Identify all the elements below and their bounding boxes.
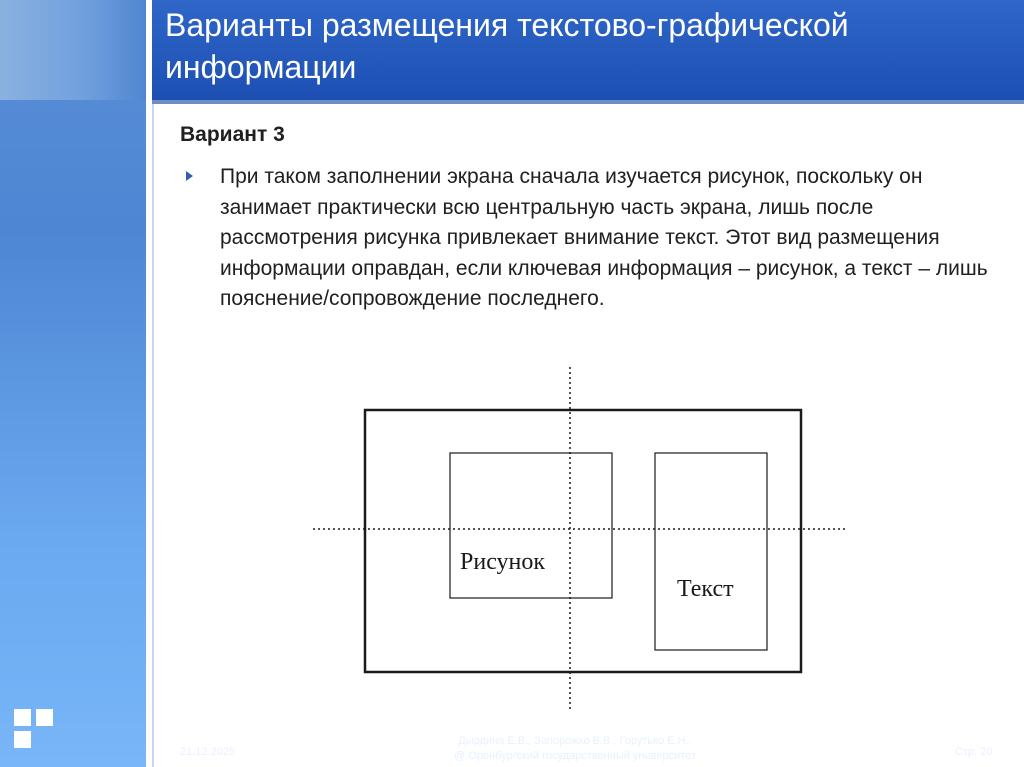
header-underline (152, 100, 1024, 104)
body-paragraph: При таком заполнении экрана сначала изучается рисунок, поскольку он занимает практически всю центральную часть экрана, лишь после рассмотрения рисунка привлекает внимание текст. Этот вид размещения информации оправдан, если ключевая информация – рисунок, а текст – лишь пояснение/сопровождение последнего. (220, 165, 988, 310)
picture-label: Рисунок (460, 549, 546, 575)
text-label: Текст (677, 576, 734, 602)
footer-authors-line1: Дырдина Е.В., Запорожко В.В., Горутько Е.Н.. (458, 735, 692, 747)
slide-title: Варианты размещения текстово-графической информации (165, 7, 849, 85)
footer-page-number: Стр. 20 (955, 746, 993, 758)
layout-diagram (310, 365, 850, 710)
screen-frame (365, 410, 801, 672)
variant-heading: Вариант 3 (180, 123, 285, 146)
footer-authors (410, 734, 740, 764)
footer-date: 21.12.2025 (180, 746, 236, 758)
left-band-divider-line (152, 100, 154, 767)
left-band-top-block (0, 0, 146, 100)
picture-box (450, 453, 612, 598)
bullet-arrow-icon (186, 171, 193, 181)
text-box (655, 453, 767, 650)
left-decorative-band (0, 0, 146, 767)
footer-authors-line2: @ Оренбургский государственный университет (454, 750, 696, 762)
